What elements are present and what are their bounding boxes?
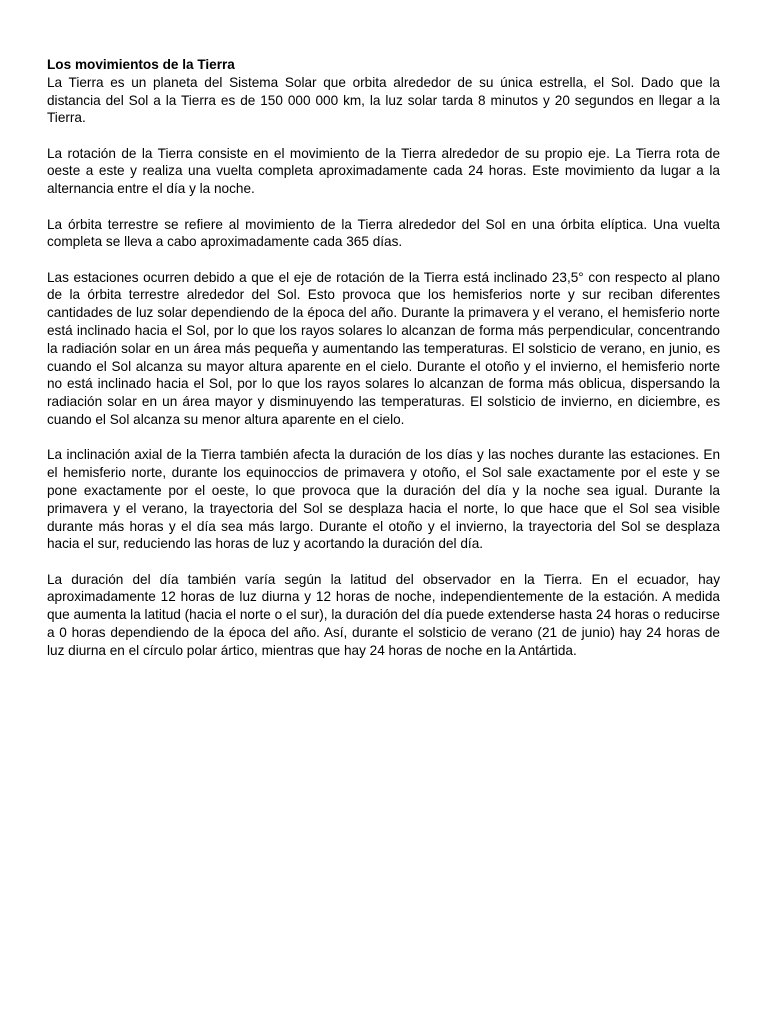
paragraph-seasons: Las estaciones ocurren debido a que el eje de rotación de la Tierra está inclinado 23,5° con respecto al plano de la órbita terrestre alrededor del Sol. Esto provoca que los hemisferios norte y sur reciban diferentes cantidades de luz solar dependiendo de la época del año. Durante la primavera y el verano, el hemisferio norte está inclinado hacia el Sol, por lo que los rayos solares lo alcanzan de forma más perpendicular, concentrando la radiación solar en un área más pequeña y aumentando las temperaturas. El solsticio de verano, en junio, es cuando el Sol alcanza su mayor altura aparente en el cielo. Durante el otoño y el invierno, el hemisferio norte no está inclinado hacia el Sol, por lo que los rayos solares lo alcanzan de forma más oblicua, dispersando la radiación solar en un área mayor y disminuyendo las temperaturas. El solsticio de invierno, en diciembre, es cuando el Sol alcanza su menor altura aparente en el cielo.: [47, 269, 720, 428]
document-title: Los movimientos de la Tierra: [47, 57, 235, 72]
paragraph-day-length: La duración del día también varía según la latitud del observador en la Tierra. En el ecuador, hay aproximadamente 12 horas de luz diurna y 12 horas de noche, independientemente de la estación. A medida que aumenta la latitud (hacia el norte o el sur), la duración del día puede extenderse hasta 24 horas o reducirse a 0 horas dependiendo de la época del año. Así, durante el solsticio de verano (21 de junio) hay 24 horas de luz diurna en el círculo polar ártico, mientras que hay 24 horas de noche en la Antártida.: [47, 571, 720, 658]
paragraph-intro: La Tierra es un planeta del Sistema Solar que orbita alrededor de su única estrella, el Sol. Dado que la distancia del Sol a la Tierra es de 150 000 000 km, la luz solar tarda 8 minutos y 20 segundos en llegar a la Tierra.: [47, 74, 720, 126]
document-page: [47, 56, 720, 677]
paragraph-rotation: La rotación de la Tierra consiste en el movimiento de la Tierra alrededor de su propio eje. La Tierra rota de oeste a este y realiza una vuelta completa aproximadamente cada 24 horas. Este movimiento da lugar a la alternancia entre el día y la noche.: [47, 145, 720, 197]
paragraph-orbit: La órbita terrestre se refiere al movimiento de la Tierra alrededor del Sol en una órbita elíptica. Una vuelta completa se lleva a cabo aproximadamente cada 365 días.: [47, 216, 720, 250]
paragraph-axial-tilt: La inclinación axial de la Tierra también afecta la duración de los días y las noches durante las estaciones. En el hemisferio norte, durante los equinoccios de primavera y otoño, el Sol sale exactamente por el este y se pone exactamente por el oeste, lo que provoca que la duración del día y la noche sea igual. Durante la primavera y el verano, la trayectoria del Sol se desplaza hacia el norte, lo que hace que el Sol sea visible durante más horas y el día sea más largo. Durante el otoño y el invierno, la trayectoria del Sol se desplaza hacia el sur, reduciendo las horas de luz y acortando la duración del día.: [47, 447, 720, 552]
